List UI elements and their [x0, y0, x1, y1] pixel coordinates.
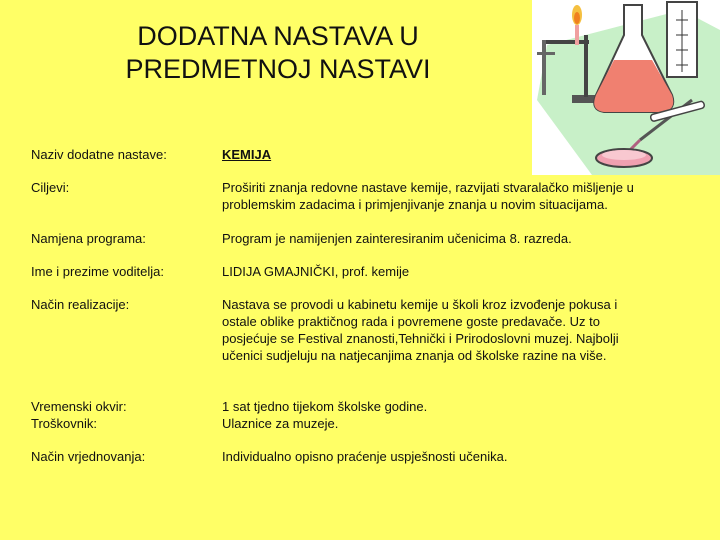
nacin-realizacije-label: Način realizacije: [31, 297, 130, 312]
voditelj-value: LIDIJA GMAJNIČKI, prof. kemije [222, 264, 410, 279]
vremenski-okvir-value: 1 sat tjedno tijekom školske godine. [222, 399, 428, 414]
vrjednovanje-value: Individualno opisno praćenje uspješnosti učenika. [222, 449, 508, 464]
naziv-label: Naziv dodatne nastave: [31, 147, 167, 162]
vrjednovanje-label: Način vrjednovanja: [31, 449, 146, 464]
voditelj-label: Ime i prezime voditelja: [31, 264, 164, 279]
namjena-value: Program je namijenjen zainteresiranim učenicima 8. razreda. [222, 231, 572, 246]
naziv-value: KEMIJA [222, 147, 272, 162]
namjena-label: Namjena programa: [31, 231, 146, 246]
nacin-realizacije-value: Nastava se provodi u kabinetu kemije u školi kroz izvođenje pokusa i ostale oblike praktičnog rada i povremene goste predavače. Uz to posjećuje se Festival znanosti,Tehnički i Prirodoslovni muzej. Najbolji učenici sudjeluju na natjecanjima znanja od školske razine na više. [222, 297, 619, 363]
ciljevi-value: Proširiti znanja redovne nastave kemije, razvijati stvaralačko mišljenje u problemskim zadacima i primjenjivanje znanja u novim situacijama. [222, 180, 634, 212]
troskovnik-label: Troškovnik: [31, 416, 97, 431]
troskovnik-value: Ulaznice za muzeje. [222, 416, 339, 431]
page-title: DODATNA NASTAVA U PREDMETNOJ NASTAVI [125, 21, 431, 84]
vremenski-okvir-label: Vremenski okvir: [31, 399, 127, 414]
ciljevi-label: Ciljevi: [31, 180, 70, 195]
